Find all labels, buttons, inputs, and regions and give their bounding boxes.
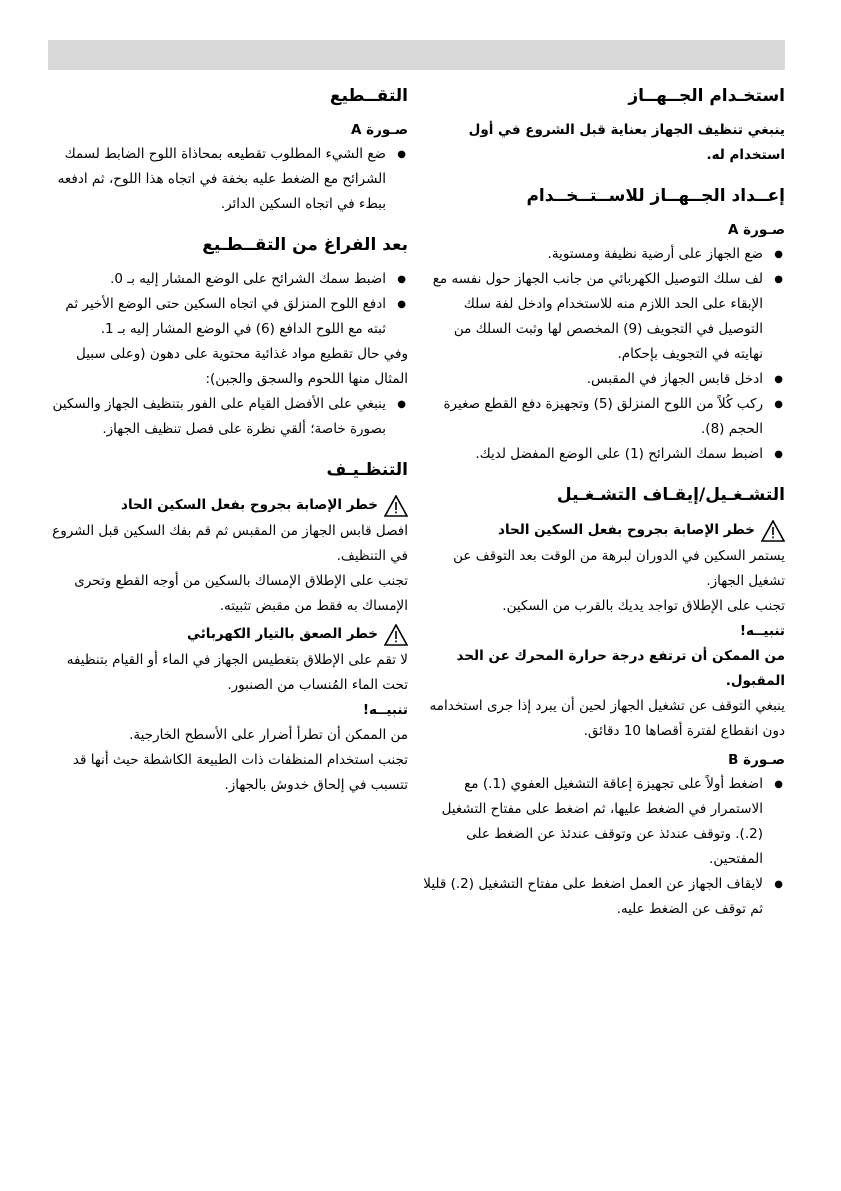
clean-warning-1-text: تجنب على الإطلاق الإمساك بالسكين من أوجه القطع وتحرى الإمساك به فقط من مقبض تثبيته. (74, 573, 408, 614)
list-item: ● لايقاف الجهاز عن العمل اضغط على مفتاح التشغيل (2.) قليلا ثم توقف عن الضغط عليه. (423, 872, 785, 922)
clean-warning-2-label: خطر الصعق بالتيار الكهربائي (187, 626, 378, 642)
onoff-list (423, 772, 785, 922)
list-item: ● ضع الشيء المطلوب تقطيعه بمحاذاة اللوح الضابط لسمك الشرائح مع الضغط عليه بخفة في اتجاه هذا اللوح، ثم ادفعه ببطء في اتجاه السكين الدائر. (48, 142, 408, 217)
prepare-list (423, 242, 785, 467)
onoff-warning (423, 517, 785, 544)
onoff-warning-text: تجنب على الإطلاق تواجد يديك بالقرب من السكين. (502, 598, 785, 614)
list-item: ● اضغط أولاً على تجهيزة إعاقة التشغيل العفوي (1.) مع الاستمرار في الضغط عليها، ثم اضغط على مفتاح التشغيل (2.). وتوقف عندئذ عن وتوقف عندئذ عن الضغط على المفتحين. (423, 772, 785, 872)
use-intro: ينبغي تنظيف الجهاز بعناية قبل الشروع في أول استخدام له. (468, 122, 785, 163)
after-list-2 (48, 392, 408, 442)
onoff-note-text: ينبغي التوقف عن تشغيل الجهاز لحين أن يبرد إذا جرى استخدامه دون انقطاع لفترة أقصاها 10 دقائق. (429, 698, 785, 739)
onoff-figure-label: صـورة B (728, 752, 785, 768)
prepare-figure-label: صـورة A (727, 222, 785, 238)
warning-triangle-icon (384, 624, 408, 646)
after-text: وفي حال تقطيع مواد غذائية محتوية على دهون (وعلى سبيل المثال منها اللحوم والسجق والجبن): (76, 346, 408, 387)
clean-note-text: تجنب استخدام المنظفات ذات الطبيعة الكاشطة حيث أنها قد تتسبب في إلحاق خدوش بالجهاز. (72, 752, 408, 793)
clean-warning-2 (48, 621, 408, 648)
clean-note-head: تنبيــه! (362, 702, 408, 718)
prepare-title: إعــداد الجــهــاز للاســتــخــدام (526, 186, 785, 206)
list-item: ● اضبط سمك الشرائح (1) على الوضع المفضل لديك. (423, 442, 785, 467)
after-list (48, 267, 408, 342)
onoff-warning-label: خطر الإصابة بجروح بفعل السكين الحاد (498, 522, 755, 538)
list-item: ● لف سلك التوصيل الكهربائي من جانب الجهاز حول نفسه مع الإبقاء على الحد اللازم منه للاستخدام وادخل لفة سلك التوصيل في التجويف (9) المخصص لها وثبت السلك من نهايته في التجويف بإحكام. (423, 267, 785, 367)
list-item: ● ينبغي على الأفضل القيام على الفور بتنظيف الجهاز والسكين بصورة خاصة؛ ألقي نظرة على فصل تنظيف الجهاز. (48, 392, 408, 442)
clean-warning-1-label: خطر الإصابة بجروح بفعل السكين الحاد (121, 497, 378, 513)
clean-warning-2-text: لا تقم على الإطلاق بتغطيس الجهاز في الماء أو القيام بتنظيفه تحت الماء المُنساب من الصنبور. (66, 652, 408, 693)
clean-title: التنظـيـف (326, 460, 408, 480)
onoff-warning-text: يستمر السكين في الدوران لبرهة من الوقت بعد التوقف عن تشغيل الجهاز. (453, 548, 785, 589)
warning-triangle-icon (761, 520, 785, 542)
list-item: ● ادفع اللوح المنزلق في اتجاه السكين حتى الوضع الأخير ثم ثبته مع اللوح الدافع (6) في الوضع المشار إليه بـ 1. (48, 292, 408, 342)
list-item: ● ادخل قابس الجهاز في المقبس. (423, 367, 785, 392)
list-item: ● اضبط سمك الشرائح على الوضع المشار إليه بـ 0. (48, 267, 408, 292)
after-title: بعد الفراغ من التقــطـيع (202, 235, 408, 255)
right-column (423, 82, 785, 922)
warning-triangle-icon (384, 495, 408, 517)
onoff-note-head: تنبيــه! (739, 623, 785, 639)
clean-note-text: من الممكن أن تطرأ أضرار على الأسطح الخارجية. (129, 727, 408, 743)
list-item: ● ضع الجهاز على أرضية نظيفة ومستوية. (423, 242, 785, 267)
page-header-bar (48, 40, 785, 70)
clean-warning-1-text: افصل قابس الجهاز من المقبس ثم قم بفك السكين قبل الشروع في التنظيف. (52, 523, 408, 564)
cut-title: التقــطيع (329, 86, 408, 106)
onoff-title: التشـغـيل/إيقـاف التشـغـيل (556, 485, 785, 505)
use-title: استخـدام الجــهــاز (628, 86, 785, 106)
left-column (48, 82, 408, 798)
clean-warning-1 (48, 492, 408, 519)
cut-list (48, 142, 408, 217)
cut-figure-label: صـورة A (350, 122, 408, 138)
onoff-note-bold: من الممكن أن ترتفع درجة حرارة المحرك عن الحد المقبول. (456, 648, 785, 689)
list-item: ● ركب كُلاً من اللوح المنزلق (5) وتجهيزة دفع القطع صغيرة الحجم (8). (423, 392, 785, 442)
